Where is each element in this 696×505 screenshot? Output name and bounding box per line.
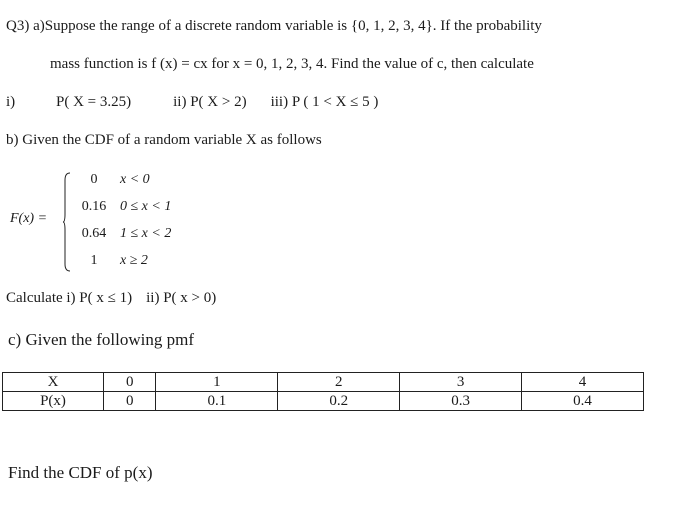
part-c-intro: c) Given the following pmf bbox=[8, 330, 195, 349]
x-cell: 2 bbox=[278, 373, 400, 392]
p-cell: 0 bbox=[104, 392, 156, 411]
x-cell: 1 bbox=[156, 373, 278, 392]
question-a-subparts bbox=[6, 94, 378, 111]
cdf-value: 0.16 bbox=[81, 199, 107, 214]
subpart-i-marker: i) bbox=[6, 94, 16, 110]
cdf-value: 0 bbox=[90, 172, 98, 187]
pmf-table bbox=[2, 372, 644, 411]
part-b-calculate bbox=[6, 290, 216, 307]
cdf-row bbox=[76, 253, 148, 269]
p-cell: 0.3 bbox=[400, 392, 522, 411]
p-cell: 0.4 bbox=[522, 392, 644, 411]
table-row bbox=[3, 392, 644, 411]
cdf-condition: 1 ≤ x < 2 bbox=[120, 226, 172, 241]
subpart-i: P( X = 3.25) bbox=[56, 94, 132, 110]
calculate-ii: ii) P( x > 0) bbox=[146, 290, 217, 306]
p-cell: 0.1 bbox=[156, 392, 278, 411]
x-cell: 0 bbox=[104, 373, 156, 392]
subpart-iii: iii) P ( 1 < X ≤ 5 ) bbox=[270, 94, 379, 110]
part-b-intro: b) Given the CDF of a random variable X as follows bbox=[6, 132, 322, 148]
table-row bbox=[3, 373, 644, 392]
x-cell: 3 bbox=[400, 373, 522, 392]
cdf-row bbox=[76, 199, 171, 215]
part-c-instruction: Find the CDF of p(x) bbox=[8, 463, 153, 482]
x-cell: 4 bbox=[522, 373, 644, 392]
x-row-header: X bbox=[3, 373, 104, 392]
p-row-header: P(x) bbox=[3, 392, 104, 411]
cdf-row bbox=[76, 172, 150, 188]
cdf-value: 1 bbox=[90, 253, 98, 268]
cdf-condition: x ≥ 2 bbox=[120, 253, 148, 268]
cdf-value: 0.64 bbox=[81, 226, 107, 241]
subpart-ii: ii) P( X > 2) bbox=[173, 94, 247, 110]
cdf-row bbox=[76, 226, 171, 242]
question-a-line-1: Q3) a)Suppose the range of a discrete random variable is {0, 1, 2, 3, 4}. If the probability bbox=[6, 18, 542, 34]
calculate-i: Calculate i) P( x ≤ 1) bbox=[6, 290, 133, 306]
p-cell: 0.2 bbox=[278, 392, 400, 411]
cdf-condition: 0 ≤ x < 1 bbox=[120, 199, 172, 214]
left-brace-icon bbox=[63, 172, 71, 272]
cdf-condition: x < 0 bbox=[120, 172, 150, 187]
cdf-function-label: F(x) = bbox=[10, 211, 48, 226]
question-a-line-2: mass function is f (x) = cx for x = 0, 1, 2, 3, 4. Find the value of c, then calculate bbox=[50, 56, 534, 72]
